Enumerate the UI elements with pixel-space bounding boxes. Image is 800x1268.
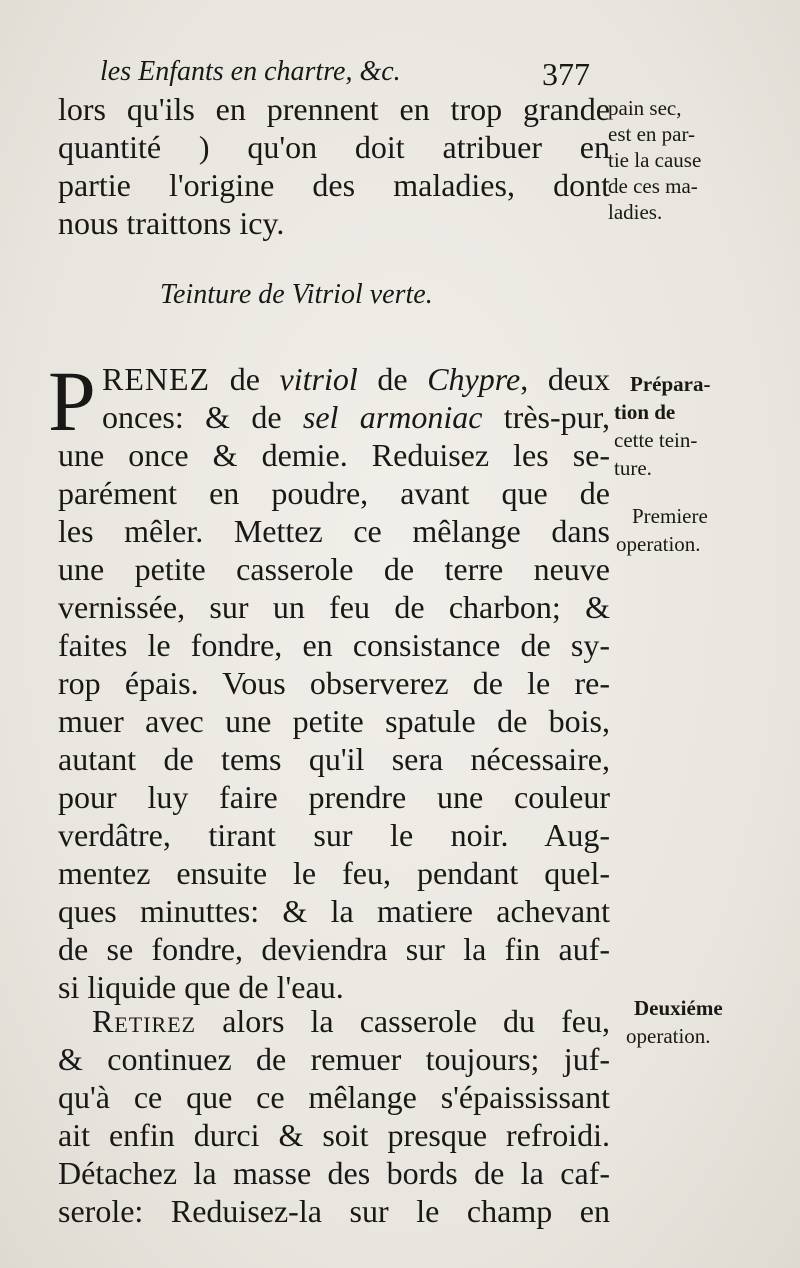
margin-note-line: est en par-: [608, 122, 696, 146]
text-line: une petite casserole de terre neuve: [58, 551, 610, 587]
text-line: partie l'origine des maladies, dont: [58, 167, 610, 203]
drop-cap: P: [48, 353, 96, 449]
page-number: 377: [542, 56, 590, 92]
margin-note-line: ladies.: [608, 200, 663, 224]
margin-note-line: tie la cause: [608, 148, 702, 172]
text-line: lors qu'ils en prennent en trop grande: [58, 91, 610, 127]
margin-note-line: operation.: [616, 532, 701, 556]
margin-note-line: Prépara-: [630, 372, 711, 396]
text-line: muer avec une petite spatule de bois,: [58, 703, 610, 739]
text-line: une once & demie. Reduisez les se-: [58, 437, 610, 473]
margin-note-line: cette tein-: [614, 428, 698, 452]
text-line: nous traittons icy.: [58, 205, 285, 241]
text-line: ques minuttes: & la matiere achevant: [58, 893, 610, 929]
text-line: qu'à ce que ce mêlange s'épaississant: [58, 1079, 610, 1115]
margin-note-line: de ces ma-: [608, 174, 698, 198]
text-line-first: RENEZ de vitriol de Chypre, deux: [102, 361, 611, 397]
margin-note-line: Premiere: [632, 504, 708, 528]
text-line-second: onces: & de sel armoniac très-pur,: [102, 399, 610, 435]
text-line: verdâtre, tirant sur le noir. Aug-: [58, 817, 610, 853]
text-line: parément en poudre, avant que de: [58, 475, 610, 511]
text-line: mentez ensuite le feu, pendant quel-: [58, 855, 610, 891]
text-line: autant de tems qu'il sera nécessaire,: [58, 741, 610, 777]
text-line: & continuez de remuer toujours; juf-: [58, 1041, 610, 1077]
text-line: rop épais. Vous observerez de le re-: [58, 665, 610, 701]
margin-note-line: pain sec,: [608, 96, 682, 120]
running-title: les Enfants en chartre, &c.: [100, 56, 401, 87]
margin-note-line: ture.: [614, 456, 652, 480]
text-line: de se fondre, deviendra sur la fin auf-: [58, 931, 610, 967]
text-line: vernissée, sur un feu de charbon; &: [58, 589, 610, 625]
text-line: pour luy faire prendre une couleur: [58, 779, 610, 815]
margin-note-line: Deuxiéme: [634, 996, 723, 1020]
section-title: Teinture de Vitriol verte.: [160, 279, 433, 310]
text-line: quantité ) qu'on doit atribuer en: [58, 129, 610, 165]
text-line: ait enfin durci & soit presque refroidi.: [58, 1117, 610, 1153]
text-line: Détachez la masse des bords de la caf-: [58, 1155, 610, 1191]
text-line: les mêler. Mettez ce mêlange dans: [58, 513, 610, 549]
running-header: [100, 56, 590, 92]
margin-note-line: tion de: [614, 400, 676, 424]
margin-note-line: operation.: [626, 1024, 711, 1048]
text-line: si liquide que de l'eau.: [58, 969, 344, 1005]
text-line: faites le fondre, en consistance de sy-: [58, 627, 610, 663]
text-line: serole: Reduisez-la sur le champ en: [58, 1193, 610, 1229]
text-line-first: Retirez alors la casserole du feu,: [92, 1003, 610, 1039]
